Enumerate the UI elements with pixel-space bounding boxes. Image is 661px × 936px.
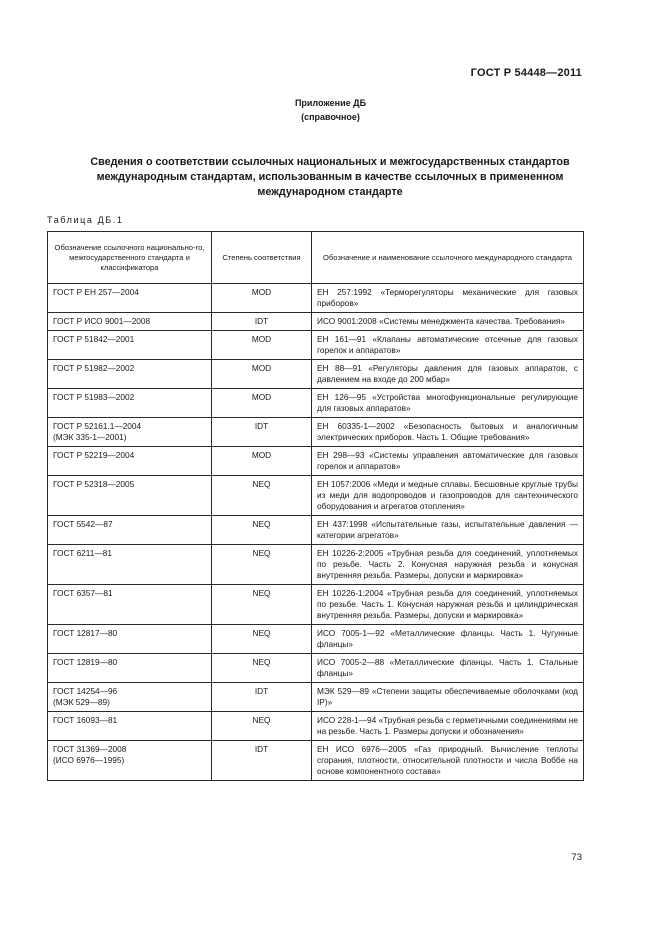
cell-international-standard: ИСО 9001:2008 «Системы менеджмента качества. Требования» bbox=[312, 313, 584, 331]
cell-international-standard: ИСО 7005-1—92 «Металлические фланцы. Часть 1. Чугунные фланцы» bbox=[312, 625, 584, 654]
table-row bbox=[48, 447, 584, 476]
cell-international-standard: ЕН 88—91 «Регуляторы давления для газовых аппаратов, с давлением на входе до 200 мбар» bbox=[312, 360, 584, 389]
cell-degree: NEQ bbox=[212, 654, 312, 683]
appendix-subtitle: (справочное) bbox=[301, 112, 360, 122]
cell-degree: IDT bbox=[212, 741, 312, 781]
cell-national-standard: ГОСТ 16093—81 bbox=[48, 712, 212, 741]
page-number: 73 bbox=[571, 852, 582, 863]
cell-national-standard: ГОСТ Р 52161.1—2004 (МЭК 335-1—2001) bbox=[48, 418, 212, 447]
cell-degree: NEQ bbox=[212, 516, 312, 545]
table-row bbox=[48, 476, 584, 516]
column-header-degree: Степень соответствия bbox=[212, 232, 312, 284]
cell-degree: MOD bbox=[212, 447, 312, 476]
document-title-line: Сведения о соответствии ссылочных национальных и межгосударственных стандартов bbox=[90, 156, 570, 168]
cell-international-standard: ЕН 437:1998 «Испытательные газы, испытательные давления — категории агрегатов» bbox=[312, 516, 584, 545]
cell-degree: IDT bbox=[212, 313, 312, 331]
table-row bbox=[48, 331, 584, 360]
cell-international-standard: ЕН 60335-1—2002 «Безопасность бытовых и аналогичным электрических приборов. Часть 1. Общие требования» bbox=[312, 418, 584, 447]
cell-degree: MOD bbox=[212, 284, 312, 313]
table-row bbox=[48, 516, 584, 545]
cell-degree: MOD bbox=[212, 360, 312, 389]
cell-degree: MOD bbox=[212, 389, 312, 418]
cell-national-standard: ГОСТ 12819—80 bbox=[48, 654, 212, 683]
cell-degree: MOD bbox=[212, 331, 312, 360]
table-row bbox=[48, 654, 584, 683]
table-row bbox=[48, 284, 584, 313]
table-row bbox=[48, 625, 584, 654]
table-row bbox=[48, 418, 584, 447]
cell-national-standard: ГОСТ 31369—2008 (ИСО 6976—1995) bbox=[48, 741, 212, 781]
reference-table bbox=[47, 231, 584, 781]
column-header-international-standard: Обозначение и наименование ссылочного международного стандарта bbox=[312, 232, 584, 284]
table-row bbox=[48, 389, 584, 418]
cell-degree: IDT bbox=[212, 418, 312, 447]
cell-international-standard: ЕН ИСО 6976—2005 «Газ природный. Вычисление теплоты сгорания, плотности, относительной плотности и числа Воббе на основе компонентного состава» bbox=[312, 741, 584, 781]
cell-international-standard: ЕН 1057:2006 «Меди и медные сплавы. Бесшовные круглые трубы из меди для водопроводов и газопроводов для сантехнического оборудования и агрегатов отопления» bbox=[312, 476, 584, 516]
cell-degree: NEQ bbox=[212, 712, 312, 741]
cell-international-standard: ИСО 228-1—94 «Трубная резьба с герметичными соединениями не на резьбе. Часть 1. Размеры допуски и обозначения» bbox=[312, 712, 584, 741]
table-header-row bbox=[48, 232, 584, 284]
cell-national-standard: ГОСТ Р 52318—2005 bbox=[48, 476, 212, 516]
table-row bbox=[48, 741, 584, 781]
document-title-line: международном стандарте bbox=[257, 186, 403, 198]
cell-international-standard: ЕН 126—95 «Устройства многофункциональные регулирующие для газовых аппаратов» bbox=[312, 389, 584, 418]
table-body bbox=[48, 284, 584, 781]
cell-national-standard: ГОСТ Р ЕН 257—2004 bbox=[48, 284, 212, 313]
cell-national-standard: ГОСТ Р 52219—2004 bbox=[48, 447, 212, 476]
table-row bbox=[48, 683, 584, 712]
cell-degree: IDT bbox=[212, 683, 312, 712]
cell-degree: NEQ bbox=[212, 585, 312, 625]
cell-international-standard: ЕН 10226-1:2004 «Трубная резьба для соединений, уплотняемых по резьбе. Часть 1. Конусная наружная резьба и цилиндрическая внутренняя резьба. Размеры, допуски и маркировка» bbox=[312, 585, 584, 625]
cell-degree: NEQ bbox=[212, 545, 312, 585]
cell-international-standard: ЕН 161—91 «Клапаны автоматические отсечные для газовых горелок и аппаратов» bbox=[312, 331, 584, 360]
cell-national-standard: ГОСТ 6357—81 bbox=[48, 585, 212, 625]
cell-international-standard: МЭК 529—89 «Степени защиты обеспечиваемые оболочками (код IP)» bbox=[312, 683, 584, 712]
table-row bbox=[48, 585, 584, 625]
cell-national-standard: ГОСТ 5542—87 bbox=[48, 516, 212, 545]
cell-national-standard: ГОСТ Р 51982—2002 bbox=[48, 360, 212, 389]
table-row bbox=[48, 360, 584, 389]
cell-international-standard: ЕН 298—93 «Системы управления автоматические для газовых горелок и аппаратов» bbox=[312, 447, 584, 476]
cell-national-standard: ГОСТ 12817—80 bbox=[48, 625, 212, 654]
document-title bbox=[60, 155, 600, 200]
cell-international-standard: ЕН 10226-2:2005 «Трубная резьба для соединений, уплотняемых по резьбе. Часть 2. Конусная наружная резьба и конусная внутренняя резьба. Размеры, допуски и маркировка» bbox=[312, 545, 584, 585]
cell-degree: NEQ bbox=[212, 625, 312, 654]
document-title-line: международным стандартам, использованным в качестве ссылочных в примененном bbox=[96, 171, 564, 183]
appendix-title: Приложение ДБ bbox=[294, 98, 367, 108]
cell-national-standard: ГОСТ Р ИСО 9001—2008 bbox=[48, 313, 212, 331]
table-row bbox=[48, 712, 584, 741]
cell-international-standard: ЕН 257:1992 «Терморегуляторы механические для газовых приборов» bbox=[312, 284, 584, 313]
cell-national-standard: ГОСТ 14254—96 (МЭК 529—89) bbox=[48, 683, 212, 712]
table-row bbox=[48, 545, 584, 585]
cell-national-standard: ГОСТ 6211—81 bbox=[48, 545, 212, 585]
cell-national-standard: ГОСТ Р 51842—2001 bbox=[48, 331, 212, 360]
table-caption: Таблица ДБ.1 bbox=[47, 215, 124, 225]
cell-degree: NEQ bbox=[212, 476, 312, 516]
column-header-national-standard: Обозначение ссылочного национально-го, межгосударственного стандарта и классификатора bbox=[48, 232, 212, 284]
table-row bbox=[48, 313, 584, 331]
appendix-heading bbox=[0, 96, 661, 124]
cell-international-standard: ИСО 7005-2—88 «Металлические фланцы. Часть 1. Стальные фланцы» bbox=[312, 654, 584, 683]
cell-national-standard: ГОСТ Р 51983—2002 bbox=[48, 389, 212, 418]
standard-designation: ГОСТ Р 54448—2011 bbox=[470, 67, 582, 79]
